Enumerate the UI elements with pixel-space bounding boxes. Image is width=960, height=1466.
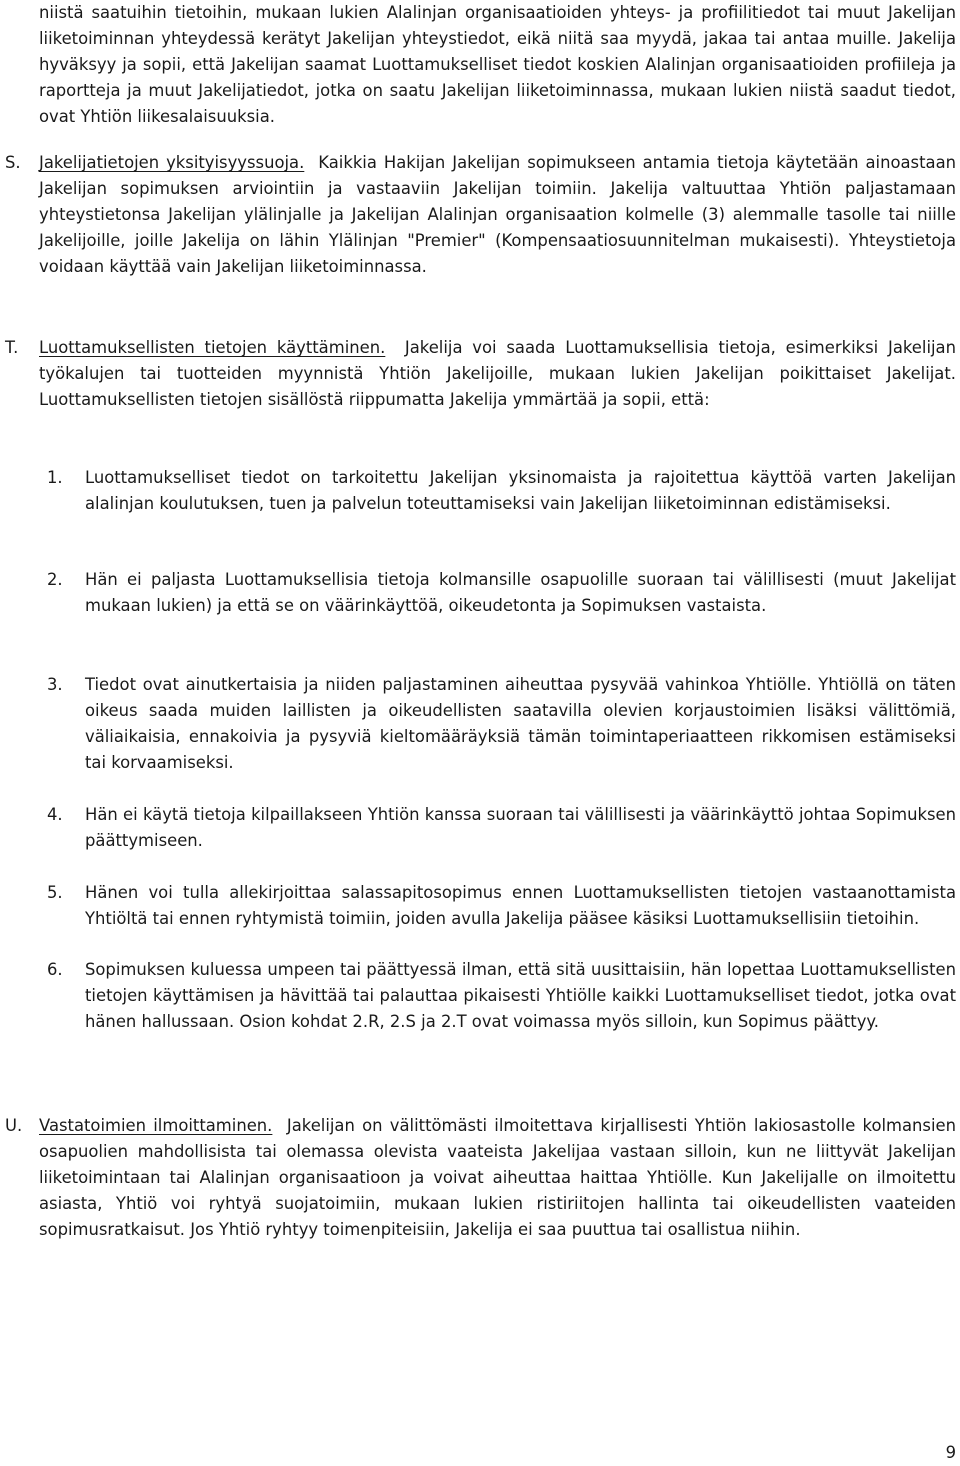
section-t-letter: T.	[5, 338, 19, 357]
list-item-number: 4.	[47, 805, 63, 824]
section-s-letter: S.	[5, 153, 21, 172]
section-u-body: Jakelijan on välittömästi ilmoitettava kirjallisesti Yhtiön lakiosastolle kolmansien osapuolien mahdollisista tai olemassa olevista vaateista Jakelijaa vastaan silloin, kun ne liittyvät Jakelijan liiketoimintaan tai Alalinjan organisaatioon ja voivat aiheuttaa haittaa Yhtiölle. Kun Jakelijalle on ilmoitettu asiasta, Yhtiö voi ryhtyä suojatoimiin, mukaan lukien ristiriitojen hallinta tai oikeudellisten vaateiden sopimusratkaisut. Jos Yhtiö ryhtyy toimenpiteisiin, Jakelija ei saa puuttua tai osallistua niihin.	[39, 1116, 956, 1239]
section-u-letter: U.	[5, 1116, 23, 1135]
section-u-heading: Vastatoimien ilmoittaminen.	[39, 1116, 273, 1135]
section-t-paragraph	[39, 335, 956, 413]
list-item: Sopimuksen kuluessa umpeen tai päättyessä ilman, että sitä uusittaisiin, hän lopettaa Luottamuksellisten tietojen käyttämisen ja hävittää tai palauttaa pikaisesti Yhtiölle kaikki Luottamukselliset tiedot, jotka ovat hänen hallussaan. Osion kohdat 2.R, 2.S ja 2.T ovat voimassa myös silloin, kun Sopimus päättyy.	[85, 960, 956, 1031]
list-item: Hän ei käytä tietoja kilpaillakseen Yhtiön kanssa suoraan tai välillisesti ja väärinkäyttö johtaa Sopimuksen päättymiseen.	[85, 805, 956, 850]
list-item-number: 2.	[47, 570, 63, 589]
section-u-paragraph	[39, 1113, 956, 1243]
intro-paragraph: niistä saatuihin tietoihin, mukaan lukien Alalinjan organisaatioiden yhteys- ja profiilitiedot tai muut Jakelijan liiketoiminnan yhteydessä kerätyt Jakelijan yhteystiedot, eikä niitä saa myydä, jakaa tai antaa muille. Jakelija hyväksyy ja sopii, että Jakelijan saamat Luottamukselliset tiedot koskien Alalinjan organisaatioiden profiileja ja raportteja ja muut Jakelijatiedot, jotka on saatu Jakelijan liiketoiminnassa, mukaan lukien niistä saadut tiedot, ovat Yhtiön liikesalaisuuksia.	[39, 3, 956, 126]
page-number: 9	[945, 1443, 956, 1462]
list-item-number: 5.	[47, 883, 63, 902]
list-item: Luottamukselliset tiedot on tarkoitettu Jakelijan yksinomaista ja rajoitettua käyttöä varten Jakelijan alalinjan koulutuksen, tuen ja palvelun toteuttamiseksi vain Jakelijan liiketoiminnan edistämiseksi.	[85, 468, 956, 513]
list-item: Tiedot ovat ainutkertaisia ja niiden paljastaminen aiheuttaa pysyvää vahinkoa Yhtiölle. Yhtiöllä on täten oikeus saada muiden laillisten ja oikeudellisten saatavilla olevien korjaustoimien lisäksi välittömiä, väliaikaisia, ennakoivia ja pysyviä kieltomääräyksiä tämän toimintaperiaatteen rikkomisen estämiseksi tai korvaamiseksi.	[85, 675, 956, 772]
list-item-number: 1.	[47, 468, 63, 487]
list-item-number: 3.	[47, 675, 63, 694]
list-item-number: 6.	[47, 960, 63, 979]
list-item: Hänen voi tulla allekirjoittaa salassapitosopimus ennen Luottamuksellisten tietojen vastaanottamista Yhtiöltä tai ennen ryhtymistä toimiin, joiden avulla Jakelija pääsee käsiksi Luottamuksellisiin tietoihin.	[85, 883, 956, 928]
section-s-heading: Jakelijatietojen yksityisyyssuoja.	[39, 153, 305, 172]
section-t-body: Jakelija voi saada Luottamuksellisia tietoja, esimerkiksi Jakelijan työkalujen tai tuotteiden myynnistä Yhtiön Jakelijoille, mukaan lukien Jakelijan poikittaiset Jakelijat. Luottamuksellisten tietojen sisällöstä riippumatta Jakelija ymmärtää ja sopii, että:	[39, 338, 956, 409]
section-s-body: Kaikkia Hakijan Jakelijan sopimukseen antamia tietoja käytetään ainoastaan Jakelijan sopimuksen arviointiin ja vastaaviin Jakelijan toimiin. Jakelija valtuuttaa Yhtiön paljastamaan yhteystietonsa Jakelijan ylälinjalle ja Jakelijan Alalinjan organisaation kolmelle (3) alemmalle tasolle tai niille Jakelijoille, joille Jakelija on lähin Ylälinjan "Premier" (Kompensaatiosuunnitelman mukaisesti). Yhteystietoja voidaan käyttää vain Jakelijan liiketoiminnassa.	[39, 153, 957, 276]
section-t-heading: Luottamuksellisten tietojen käyttäminen.	[39, 338, 386, 357]
section-s-paragraph	[39, 150, 956, 280]
list-item: Hän ei paljasta Luottamuksellisia tietoja kolmansille osapuolille suoraan tai välillisesti (muut Jakelijat mukaan lukien) ja että se on väärinkäyttöä, oikeudetonta ja Sopimuksen vastaista.	[85, 570, 956, 615]
